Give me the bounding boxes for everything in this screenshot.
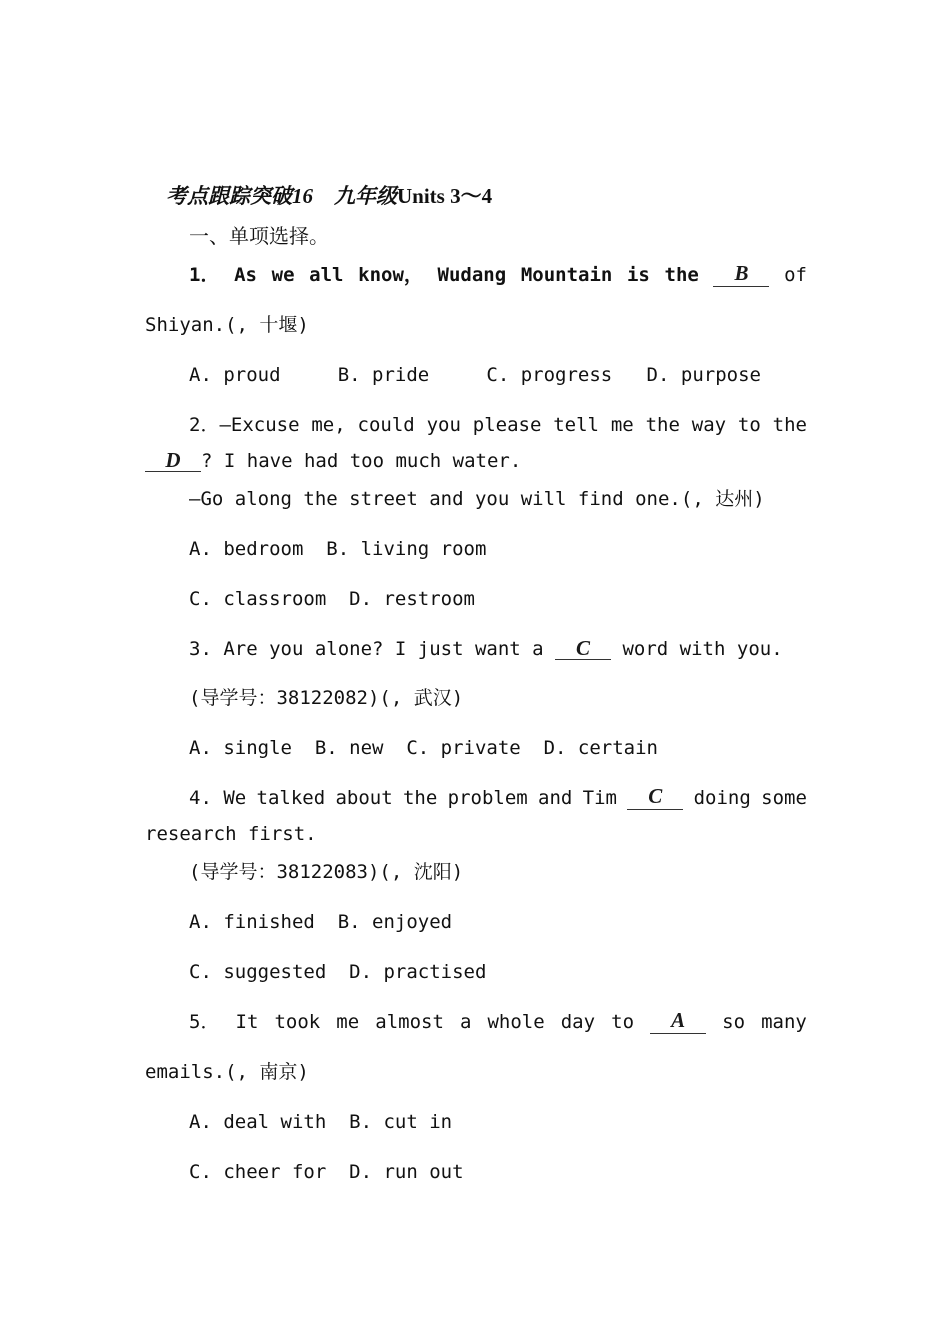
question-1-options: A. proud B. pride C. progress D. purpose bbox=[189, 364, 761, 386]
q3-after: word with you. bbox=[611, 638, 783, 660]
q2-word: the bbox=[645, 414, 680, 436]
q4-word: some bbox=[761, 787, 807, 809]
q1-word: Wudang bbox=[437, 264, 507, 286]
q3-answer-blank bbox=[555, 638, 611, 660]
q3-answer: C bbox=[576, 636, 591, 660]
q5-word: It bbox=[235, 1011, 259, 1033]
q5-word: almost bbox=[375, 1011, 444, 1033]
q2-word: me, bbox=[311, 414, 346, 436]
q1-word: we bbox=[271, 264, 295, 286]
q5-word: many bbox=[761, 1011, 807, 1033]
question-4-reference: (导学号：38122083)(, 沈阳) bbox=[189, 861, 464, 883]
q1-word: 1． bbox=[189, 264, 220, 286]
q2-word: 2．—Excuse bbox=[189, 414, 300, 436]
q2-word: way bbox=[691, 414, 727, 436]
q1-word: know， bbox=[358, 264, 423, 286]
question-5-line-2: emails.(, 南京) bbox=[145, 1061, 309, 1083]
q5-word: so bbox=[722, 1011, 746, 1033]
q5-word: 5． bbox=[189, 1011, 220, 1033]
q2-answer-blank bbox=[145, 450, 201, 472]
q2-word: me bbox=[610, 414, 634, 436]
question-3-reference bbox=[189, 686, 463, 710]
question-4-line-2: research first. bbox=[145, 823, 317, 845]
title-units: Units 3～4 bbox=[397, 184, 493, 208]
question-1-line-1 bbox=[189, 263, 807, 287]
question-1-line-2: Shiyan.(, 十堰) bbox=[145, 314, 309, 336]
q5-word: day bbox=[560, 1011, 596, 1033]
q2-after: ? I have had too much water. bbox=[201, 450, 522, 472]
q2-word: tell bbox=[553, 414, 599, 436]
q4-word: about bbox=[335, 787, 393, 809]
question-4-options-2: C. suggested D. practised bbox=[189, 961, 487, 983]
q1-answer: B bbox=[734, 261, 749, 285]
q3-ref: (导学号：38122082)(, 武汉) bbox=[189, 687, 464, 709]
question-2-line-1 bbox=[189, 413, 807, 437]
question-2-line-2 bbox=[145, 449, 521, 473]
q4-word: and bbox=[538, 787, 573, 809]
q2-word: please bbox=[472, 414, 542, 436]
q5-word: to bbox=[611, 1011, 635, 1033]
q1-word: the bbox=[664, 264, 699, 286]
q5-answer-blank bbox=[650, 1010, 706, 1034]
q3-before: 3. Are you alone? I just want a bbox=[189, 638, 556, 660]
section-heading: 一、单项选择。 bbox=[189, 224, 329, 248]
question-2-reply: —Go along the street and you will find one.(, 达州) bbox=[189, 488, 765, 510]
q4-word: talked bbox=[256, 787, 326, 809]
q1-answer-blank bbox=[713, 263, 769, 287]
q2-word: could bbox=[357, 414, 415, 436]
q1-word: Mountain bbox=[520, 264, 613, 286]
question-4-options-1: A. finished B. enjoyed bbox=[189, 911, 453, 933]
q4-word: the bbox=[402, 787, 438, 809]
q4-answer-blank bbox=[627, 786, 683, 810]
q1-word: all bbox=[309, 264, 344, 286]
q2-answer: D bbox=[165, 448, 181, 472]
question-3-line-1 bbox=[189, 637, 783, 661]
question-5-line-1 bbox=[189, 1010, 807, 1034]
q4-word: problem bbox=[447, 787, 528, 809]
question-4-line-1 bbox=[189, 786, 807, 810]
q2-word: you bbox=[426, 414, 461, 436]
q1-word: is bbox=[626, 264, 650, 286]
q1-word: of bbox=[784, 264, 807, 286]
q5-answer: A bbox=[671, 1008, 686, 1032]
q5-word: a bbox=[459, 1011, 472, 1033]
q4-word: Tim bbox=[582, 787, 617, 809]
title-main: 考点跟踪突破16 九年级 bbox=[166, 184, 397, 208]
question-5-options-1: A. deal with B. cut in bbox=[189, 1111, 453, 1133]
question-2-options-2: C. classroom D. restroom bbox=[189, 588, 475, 610]
page-title bbox=[145, 160, 492, 232]
question-5-options-2: C. cheer for D. run out bbox=[189, 1161, 464, 1183]
q5-word: whole bbox=[487, 1011, 545, 1033]
q4-answer: C bbox=[648, 784, 663, 808]
q2-word: to bbox=[737, 414, 761, 436]
question-3-options: A. single B. new C. private D. certain bbox=[189, 737, 658, 759]
q1-word: As bbox=[234, 264, 257, 286]
q2-word: the bbox=[772, 414, 807, 436]
q5-word: took bbox=[274, 1011, 321, 1033]
q4-word: 4. We bbox=[189, 787, 247, 809]
q4-word: doing bbox=[693, 787, 751, 809]
q5-word: me bbox=[336, 1011, 360, 1033]
question-2-options-1: A. bedroom B. living room bbox=[189, 538, 487, 560]
